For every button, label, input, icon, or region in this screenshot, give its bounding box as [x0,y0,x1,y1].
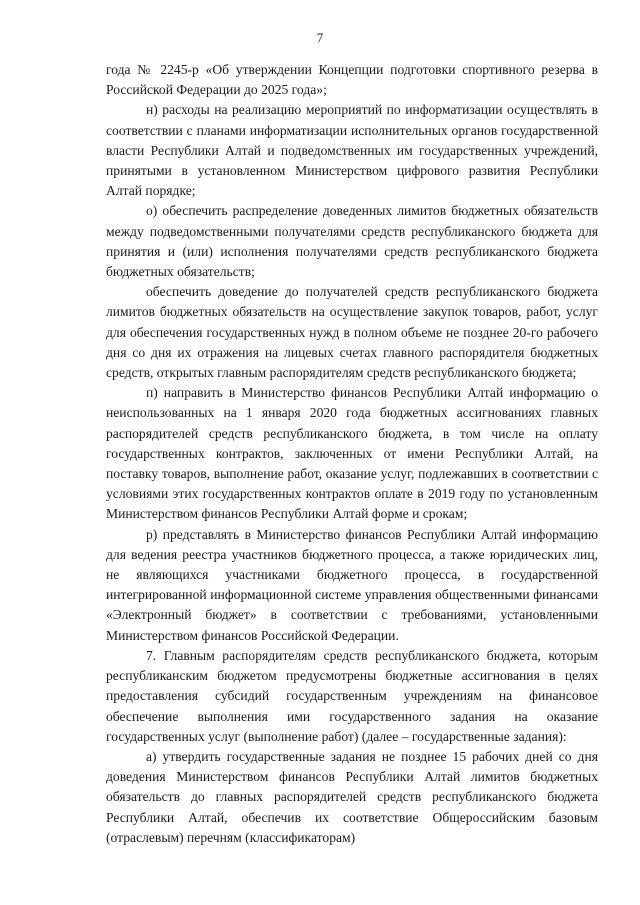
paragraph-continuation: года № 2245-р «Об утверждении Концепции подготовки спортивного резерва в Российской Федерации до 2025 года»; [106,62,598,98]
paragraph-item-a: а) утвердить государственные задания не позднее 15 рабочих дней со дня доведения Министерством финансов Республики Алтай лимитов бюджетных обязательств до главных распорядителей средств республиканского бюджета Республики Алтай, обеспечив их соответствие Общероссийским базовым (отраслевым) перечням (классификаторам) [106,748,598,845]
body-text [106,60,598,848]
paragraph-item-n: н) расходы на реализацию мероприятий по информатизации осуществлять в соответствии с планами информатизации исполнительных органов государственной власти Республики Алтай и подведомственных им государственных учреждений, принятыми в установленном Министерством цифрового развития Республики Алтай порядке; [106,102,598,199]
paragraph-section-7: 7. Главным распорядителям средств республиканского бюджета, которым республиканским бюджетом предусмотрены бюджетные ассигнования в целях предоставления субсидий государственным учреждениям на финансовое обеспечение выполнения ими государственного задания на оказание государственных услуг (выполнение работ) (далее – государственные задания): [106,647,598,744]
paragraph-item-o-continued: обеспечить доведение до получателей средств республиканского бюджета лимитов бюджетных обязательств на осуществление закупок товаров, работ, услуг для обеспечения государственных нужд в полном объеме не позднее 20-го рабочего дня со дня их отражения на лицевых счетах главного распорядителя бюджетных средств, открытых главным распорядителям средств республиканского бюджета; [106,284,598,381]
paragraph-item-p: п) направить в Министерство финансов Республики Алтай информацию о неиспользованных на 1 января 2020 года бюджетных ассигнованиях главных распорядителей средств республиканского бюджета, в том числе на оплату государственных контрактов, заключенных от имени Республики Алтай, на поставку товаров, выполнение работ, оказание услуг, подлежавших в соответствии с условиями этих государственных контрактов оплате в 2019 году по установленным Министерством финансов Республики Алтай форме и срокам; [106,385,598,522]
paragraph-item-r: р) представлять в Министерство финансов Республики Алтай информацию для ведения реестра участников бюджетного процесса, а также юридических лиц, не являющихся участниками бюджетного процесса, в государственной интегрированной информационной системе управления общественными финансами «Электронный бюджет» в соответствии с требованиями, установленными Министерством финансов Российской Федерации. [106,526,598,643]
page-number: 7 [316,30,324,45]
paragraph-item-o: о) обеспечить распределение доведенных лимитов бюджетных обязательств между подведомственными получателями средств республиканского бюджета для принятия и (или) исполнения получателями средств республиканского бюджета бюджетных обязательств; [106,203,598,280]
